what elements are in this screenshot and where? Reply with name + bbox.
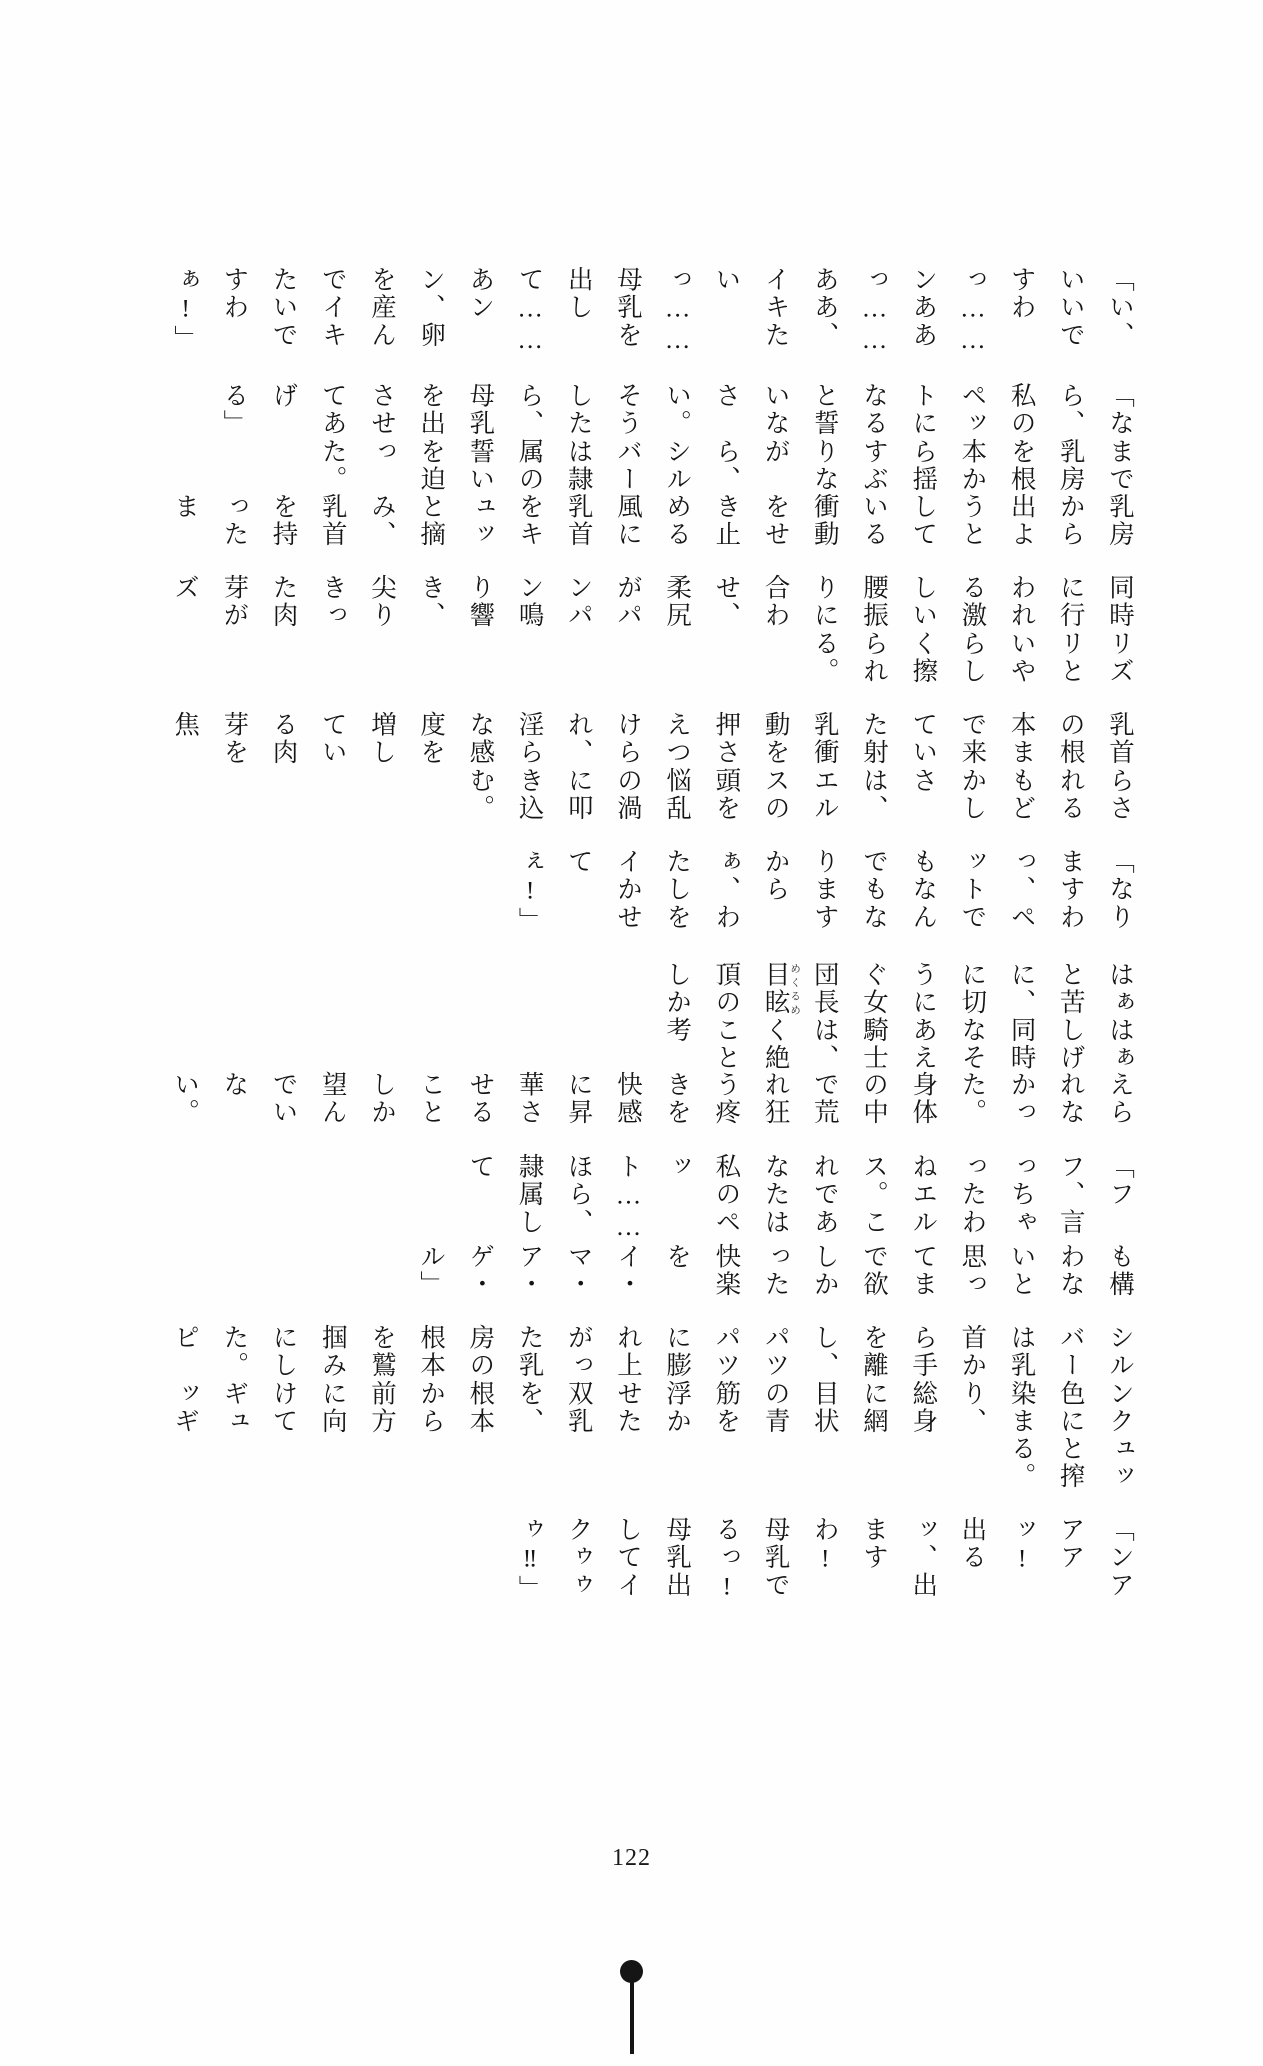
paragraph: えられなかった。身体の中で荒れ狂う疼きを快感に昇華させることしか望んでいない。: [171, 1071, 1135, 1127]
paragraph: リズリといやらしく擦られる。: [810, 629, 1135, 686]
paragraph: まで乳房を根本から揺すぶりながら、シルバーは隷属の誓いを迫った。: [318, 437, 1135, 493]
paragraph: 「なりますわっ、ペットでもなんでもなりますからぁ、わたしをイかせてぇ!」: [515, 847, 1135, 935]
paragraph: 「フフ、言っちゃったわねエルス。これであなたは私のペット……ほら、隷属して: [466, 1152, 1135, 1243]
printers-mark-dot: [620, 1960, 643, 1983]
paragraph: シルバーは乳首から手を離し、パツパツに膨れ上がった乳房の根本を鷲掴みにした。ピ: [171, 1324, 1135, 1380]
printers-mark-icon: [612, 1960, 652, 2050]
paragraph: 乳房から出ようとしている衝動をせき止める風に乳首をキュッと摘み、乳首を持ったま: [171, 492, 1135, 549]
paragraph: 「ンアアアッ! 出るッ、出ますわ! 母乳でるっ! 母乳出してイクゥゥゥ‼」: [515, 1516, 1135, 1604]
paragraph: 「い、いいですわっ……ンああっ……ああ、イキたいっ……母乳を出して……あンン、卵を産んでイキたいですわぁ!」: [171, 266, 1135, 357]
page-number: 122: [612, 1845, 651, 1871]
paragraph: 「なら、私のペットになると誓いなさい。そうしたら、母乳を出させてあげる」: [220, 382, 1135, 438]
paragraph: ンク色に染まり、総身に網目状の青筋を浮かせた双乳を、根本から前方に向けてギュッギ: [171, 1379, 1135, 1436]
paragraph: 乳首の根本まで来ていた射乳衝動を押さえつけられ、淫らな感度を増している肉芽を焦: [171, 711, 1135, 767]
paragraph: ュッと搾る。: [1007, 1435, 1135, 1491]
paragraph-with-ruby: はぁはぁと苦しげに、同時に切なそうにあえぐ女騎士団長は、目眩めくるめく絶頂のことしか考: [663, 960, 1135, 1072]
paragraph: 同時に行われる激しい腰振りに合わせ、柔尻がパンパン鳴り響き、尖りきった肉芽がズ: [171, 574, 1135, 630]
paragraph: も構わないと思ってまで欲しかった快楽をイ・マ・ア・ゲ・ル」: [417, 1242, 1135, 1299]
paragraph: らされるもどかしさは、エルスの頭を悩乱の渦に叩き込む。: [466, 766, 1135, 822]
printers-mark-stem: [630, 1982, 634, 2054]
vertical-text-body: [115, 240, 1145, 1604]
